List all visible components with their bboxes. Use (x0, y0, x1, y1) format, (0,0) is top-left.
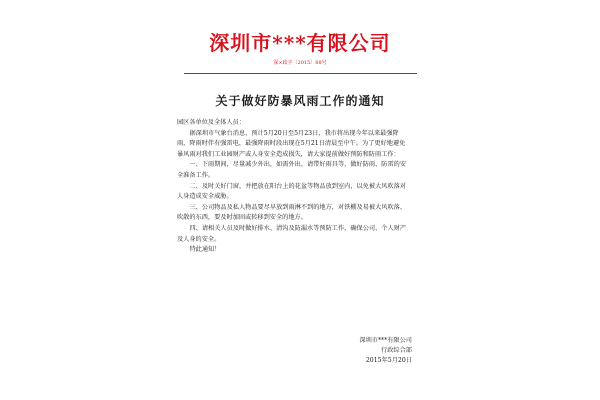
paragraph-item-1: 一、下雨期间，尽量减少外出，如需外出，请带好雨具等，做好防雨、防雷的安全准备工作。 (177, 161, 407, 179)
paragraph-item-3: 三、公司物品及私人物品要尽早放到雨淋不到的地方，对铁棚及易被大风吹落、吹散的东西，要及时加固或转移到安全的地方。 (177, 203, 407, 222)
salutation: 园区各单位及全体人员： (177, 119, 246, 126)
notice-title: 关于做好防暴风雨工作的通知 (215, 94, 385, 108)
paragraph-item-2: 二、及时关好门窗，并把放在阳台上的花盆等物品放到室内，以免被大风吹落对人身造成安全威胁。 (177, 182, 407, 201)
paragraph-intro: 据深圳市气象台消息，预计5月20日至5月23日，我市将出现今年以来最强降雨，降雨时伴有强雷电，最强降雨时段出现在5月21日清晨至中午。为了更好地避免暴风雨对我们工业园财产或人身安全造成损失，请大家提前做好预防和防雨工作： (177, 129, 406, 158)
signature-department: 行政综合部 (381, 347, 412, 355)
signature-company: 深圳市***有限公司 (359, 337, 412, 344)
red-divider-line (184, 73, 417, 74)
signature-date: 2015年5月20日 (365, 357, 412, 365)
document-number: 深×政字〔2015〕88号 (273, 60, 327, 66)
notice-body (177, 118, 409, 256)
company-name-heading: 深圳市***有限公司 (209, 31, 391, 55)
signature-block (300, 336, 412, 367)
closing-line: 特此通知！ (189, 246, 221, 254)
paragraph-item-4: 四、请相关人员及时做好排水、清沟及防漏水等预防工作，确保公司、个人财产及人身的安全。 (177, 224, 407, 243)
